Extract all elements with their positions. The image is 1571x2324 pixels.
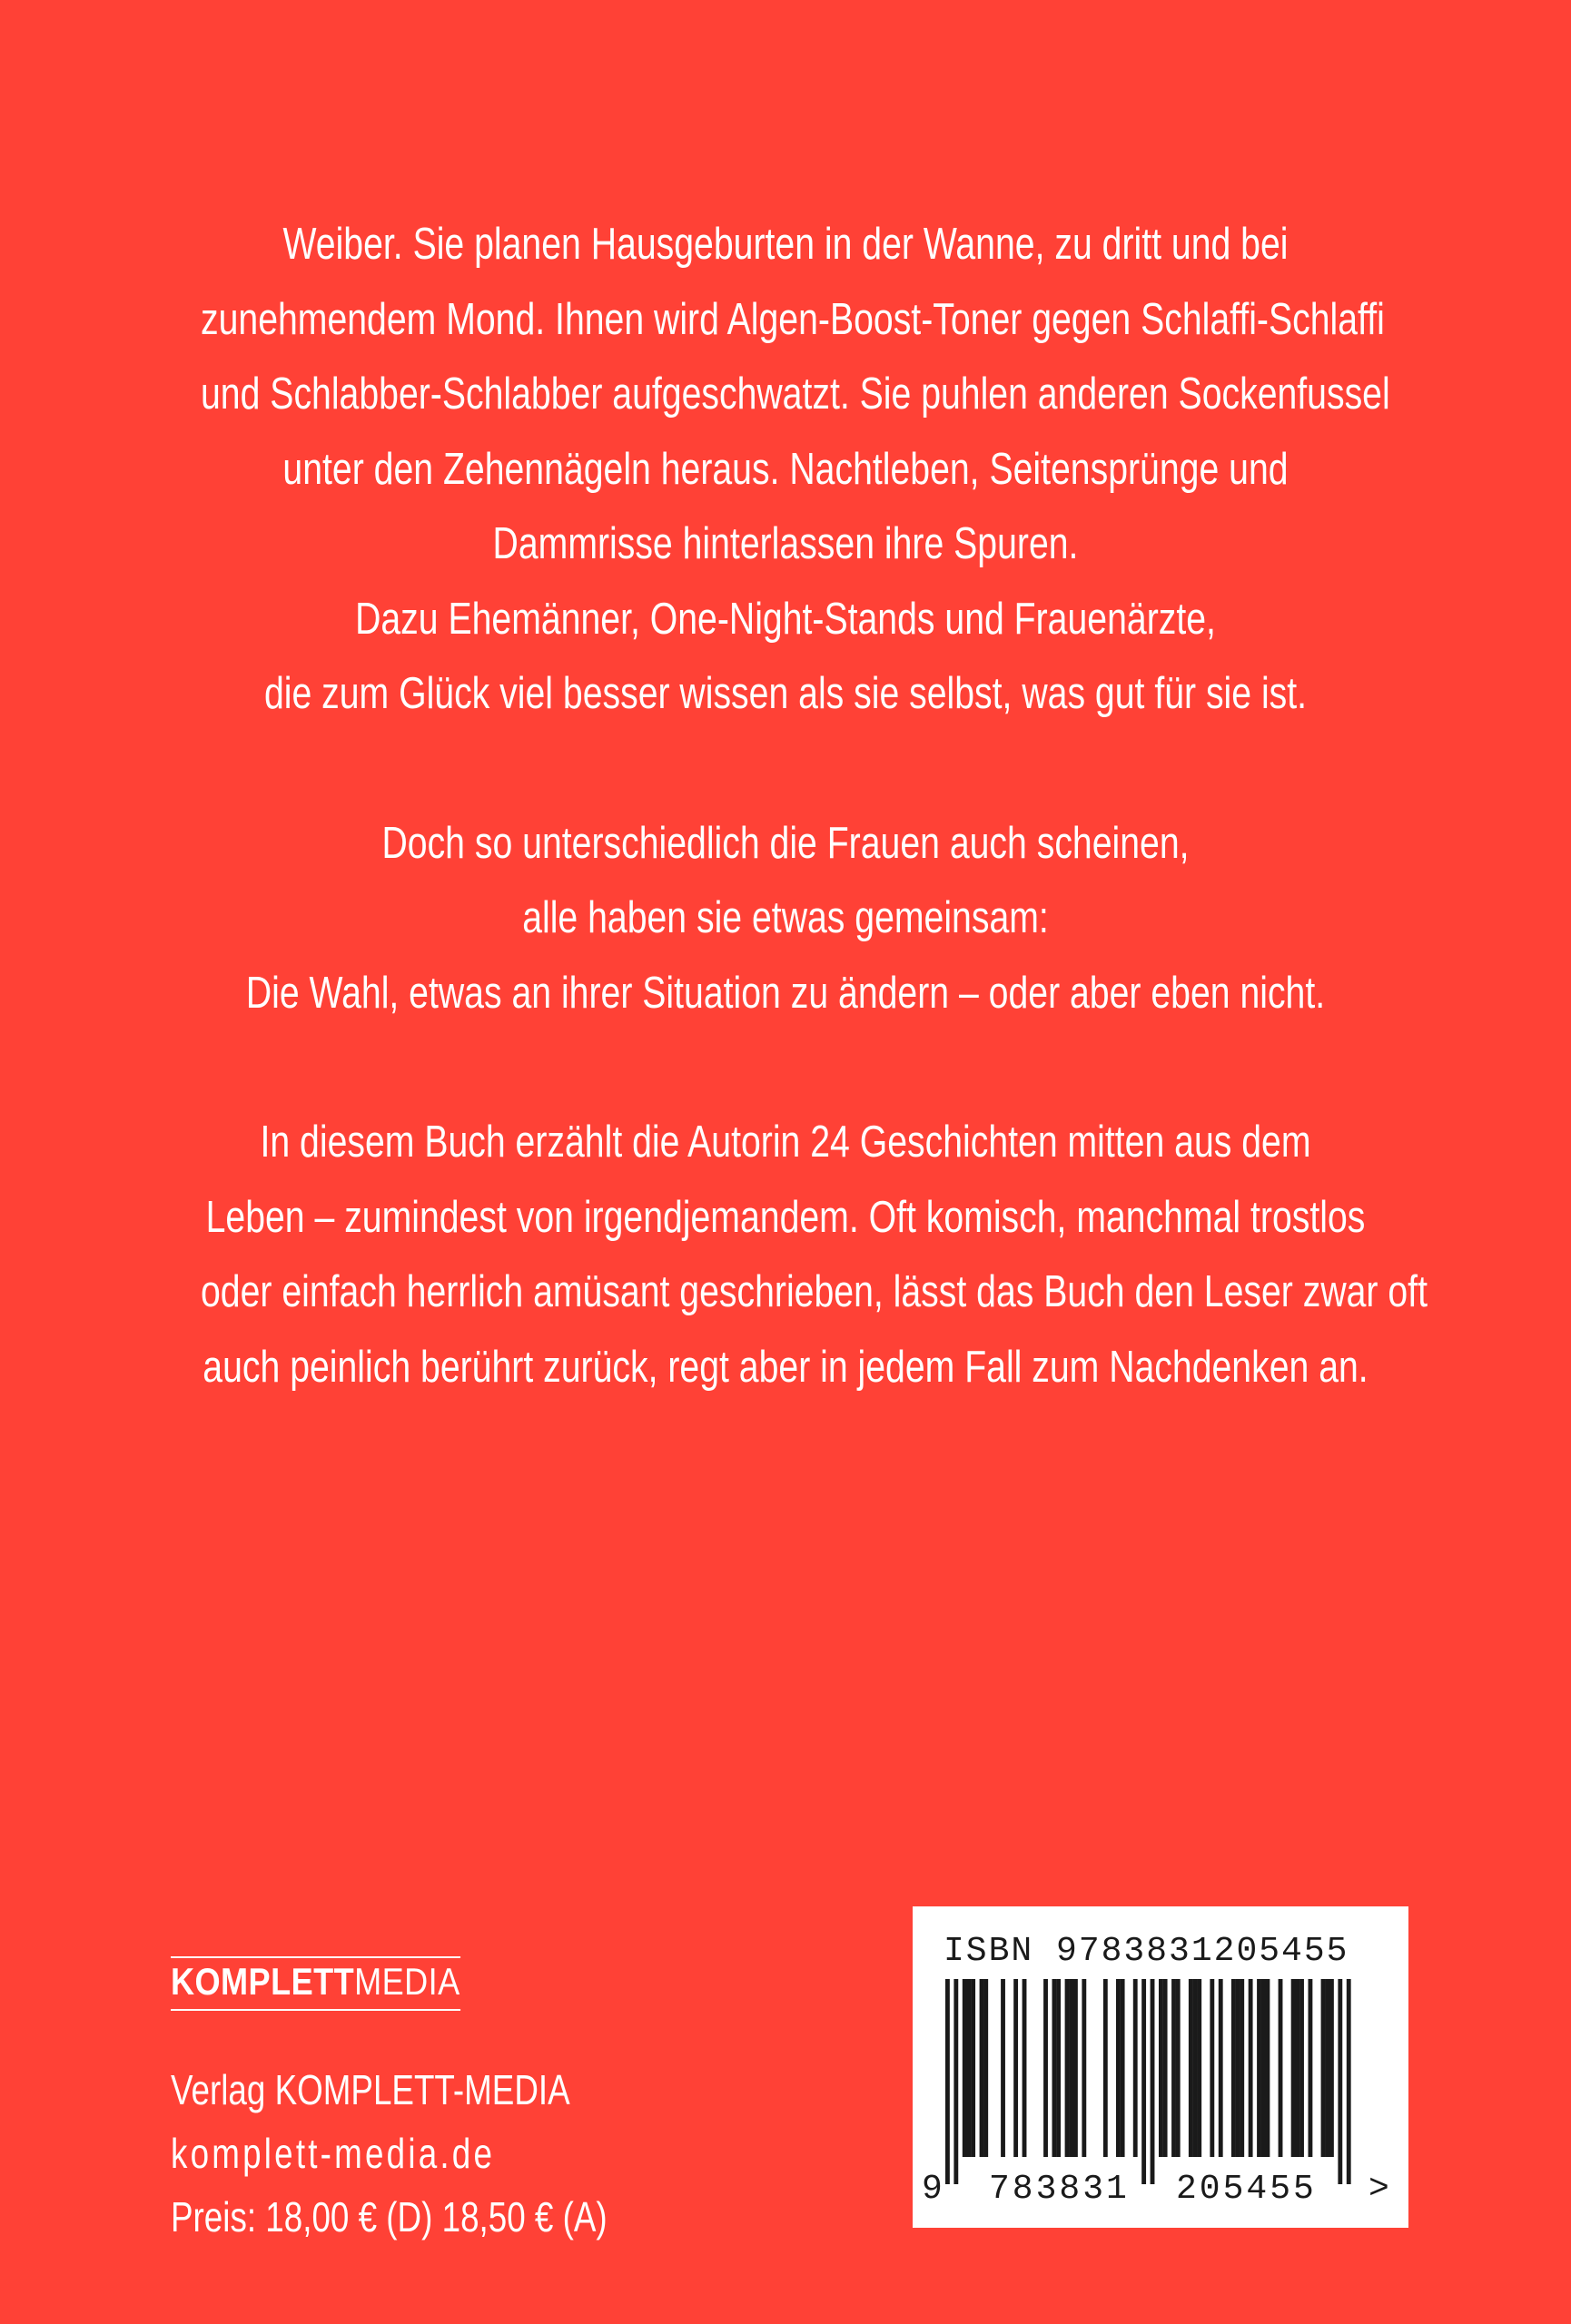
- barcode-bar: [1069, 1979, 1073, 2157]
- barcode-bar: [1116, 1979, 1121, 2157]
- barcode-bar: [1219, 1979, 1223, 2157]
- publisher-website: komplett-media.de: [171, 2130, 496, 2177]
- barcode-bar: [1013, 1979, 1018, 2157]
- blurb-paragraph-3: [201, 1105, 1428, 1404]
- blurb-line: Leben – zumindest von irgendjemandem. Oft komisch, manchmal trostlos: [205, 1192, 1366, 1242]
- barcode-bar: [1321, 1979, 1326, 2157]
- barcode-bar: [1001, 1979, 1005, 2157]
- blurb-line: Weiber. Sie planen Hausgeburten in der Wanne, zu dritt und bei: [282, 220, 1289, 269]
- barcode-bar: [1103, 1979, 1108, 2157]
- back-cover-blurb: [201, 207, 1428, 1479]
- publisher-details: [171, 2058, 621, 2249]
- barcode-quiet-zone-mark: >: [1368, 2170, 1389, 2209]
- publisher-logo: [171, 1956, 460, 2011]
- barcode-bar: [1043, 1979, 1048, 2157]
- isbn-label: ISBN 9783831205455: [944, 1932, 1349, 1971]
- barcode-bar: [983, 1979, 988, 2157]
- barcode-bar: [1133, 1979, 1138, 2157]
- barcode-digits-right: 205455: [1176, 2170, 1317, 2209]
- blurb-paragraph-1: [201, 207, 1390, 732]
- barcode-bar: [1261, 1979, 1266, 2157]
- barcode-bar: [1056, 1979, 1061, 2157]
- barcode-bar: [953, 1979, 958, 2184]
- barcode-bar: [1266, 1979, 1270, 2157]
- publisher-imprint: Verlag KOMPLETT-MEDIA: [171, 2066, 570, 2113]
- blurb-line: alle haben sie etwas gemeinsam:: [522, 893, 1049, 942]
- barcode-bar: [1325, 1979, 1329, 2157]
- barcode-bar: [1240, 1979, 1244, 2157]
- barcode-bar: [1073, 1979, 1078, 2157]
- barcode-bar: [1347, 1979, 1351, 2184]
- barcode-bar: [967, 1979, 972, 2157]
- blurb-line: zunehmendem Mond. Ihnen wird Algen-Boost-Toner gegen Schlaffi-Schlaffi: [201, 294, 1385, 344]
- barcode-digits-left: 783831: [989, 2170, 1130, 2209]
- barcode-bar: [1231, 1979, 1236, 2157]
- barcode-bar: [1151, 1979, 1155, 2184]
- blurb-line: die zum Glück viel besser wissen als sie selbst, was gut für sie ist.: [263, 669, 1308, 718]
- blurb-line: Doch so unterschiedlich die Frauen auch scheinen,: [381, 818, 1190, 868]
- blurb-line: und Schlabber-Schlabber aufgeschwatzt. Sie puhlen anderen Sockenfussel: [201, 369, 1390, 419]
- barcode-bar: [1082, 1979, 1086, 2157]
- blurb-line: unter den Zehennägeln heraus. Nachtleben, Seitensprünge und: [282, 444, 1289, 494]
- logo-wordmark-bold: KOMPLETT: [171, 1960, 355, 2003]
- barcode-bar: [1236, 1979, 1240, 2157]
- barcode-bar: [1159, 1979, 1163, 2157]
- barcode-bar: [1309, 1979, 1313, 2157]
- barcode-bar: [945, 1979, 950, 2184]
- book-price: Preis: 18,00 € (D) 18,50 € (A): [171, 2193, 608, 2240]
- barcode-bar: [1171, 1979, 1176, 2157]
- barcode-bar: [1193, 1979, 1198, 2157]
- barcode-bar: [1052, 1979, 1057, 2157]
- barcode-bar: [1197, 1979, 1201, 2157]
- barcode-bar: [1291, 1979, 1296, 2157]
- barcode-bar: [1023, 1979, 1027, 2157]
- barcode-bar: [1141, 1979, 1146, 2184]
- barcode-bar: [1257, 1979, 1261, 2157]
- blurb-line: auch peinlich berührt zurück, regt aber in jedem Fall zum Nachdenken an.: [203, 1342, 1368, 1392]
- barcode-bar: [980, 1979, 984, 2157]
- barcode-bar: [1163, 1979, 1168, 2157]
- barcode-digit-lead: 9: [922, 2170, 943, 2209]
- barcode-bar: [1121, 1979, 1125, 2157]
- barcode-bar: [971, 1979, 975, 2157]
- blurb-paragraph-2: [201, 806, 1370, 1031]
- blurb-line: In diesem Buch erzählt die Autorin 24 Geschichten mitten aus dem: [260, 1118, 1311, 1167]
- barcode-bar: [1279, 1979, 1283, 2157]
- barcode-bars: [913, 1906, 1408, 2228]
- barcode-bar: [1338, 1979, 1342, 2184]
- isbn-barcode: [913, 1906, 1408, 2228]
- barcode-bar: [1065, 1979, 1070, 2157]
- blurb-line: Dammrisse hinterlassen ihre Spuren.: [492, 519, 1079, 568]
- barcode-bar: [1249, 1979, 1253, 2157]
- barcode-bar: [1295, 1979, 1299, 2157]
- blurb-line: Die Wahl, etwas an ihrer Situation zu ändern – oder aber eben nicht.: [245, 968, 1326, 1018]
- logo-wordmark-light: MEDIA: [354, 1960, 460, 2003]
- blurb-line: Dazu Ehemänner, One-Night-Stands und Frauenärzte,: [355, 594, 1216, 644]
- blurb-line: oder einfach herrlich amüsant geschrieben, lässt das Buch den Leser zwar oft: [201, 1267, 1428, 1316]
- barcode-bar: [963, 1979, 967, 2157]
- barcode-bar: [1329, 1979, 1334, 2157]
- barcode-bar: [1299, 1979, 1304, 2157]
- barcode-bar: [1176, 1979, 1181, 2157]
- barcode-bar: [1210, 1979, 1214, 2157]
- publisher-info: [171, 1956, 734, 2249]
- barcode-bar: [1189, 1979, 1193, 2157]
